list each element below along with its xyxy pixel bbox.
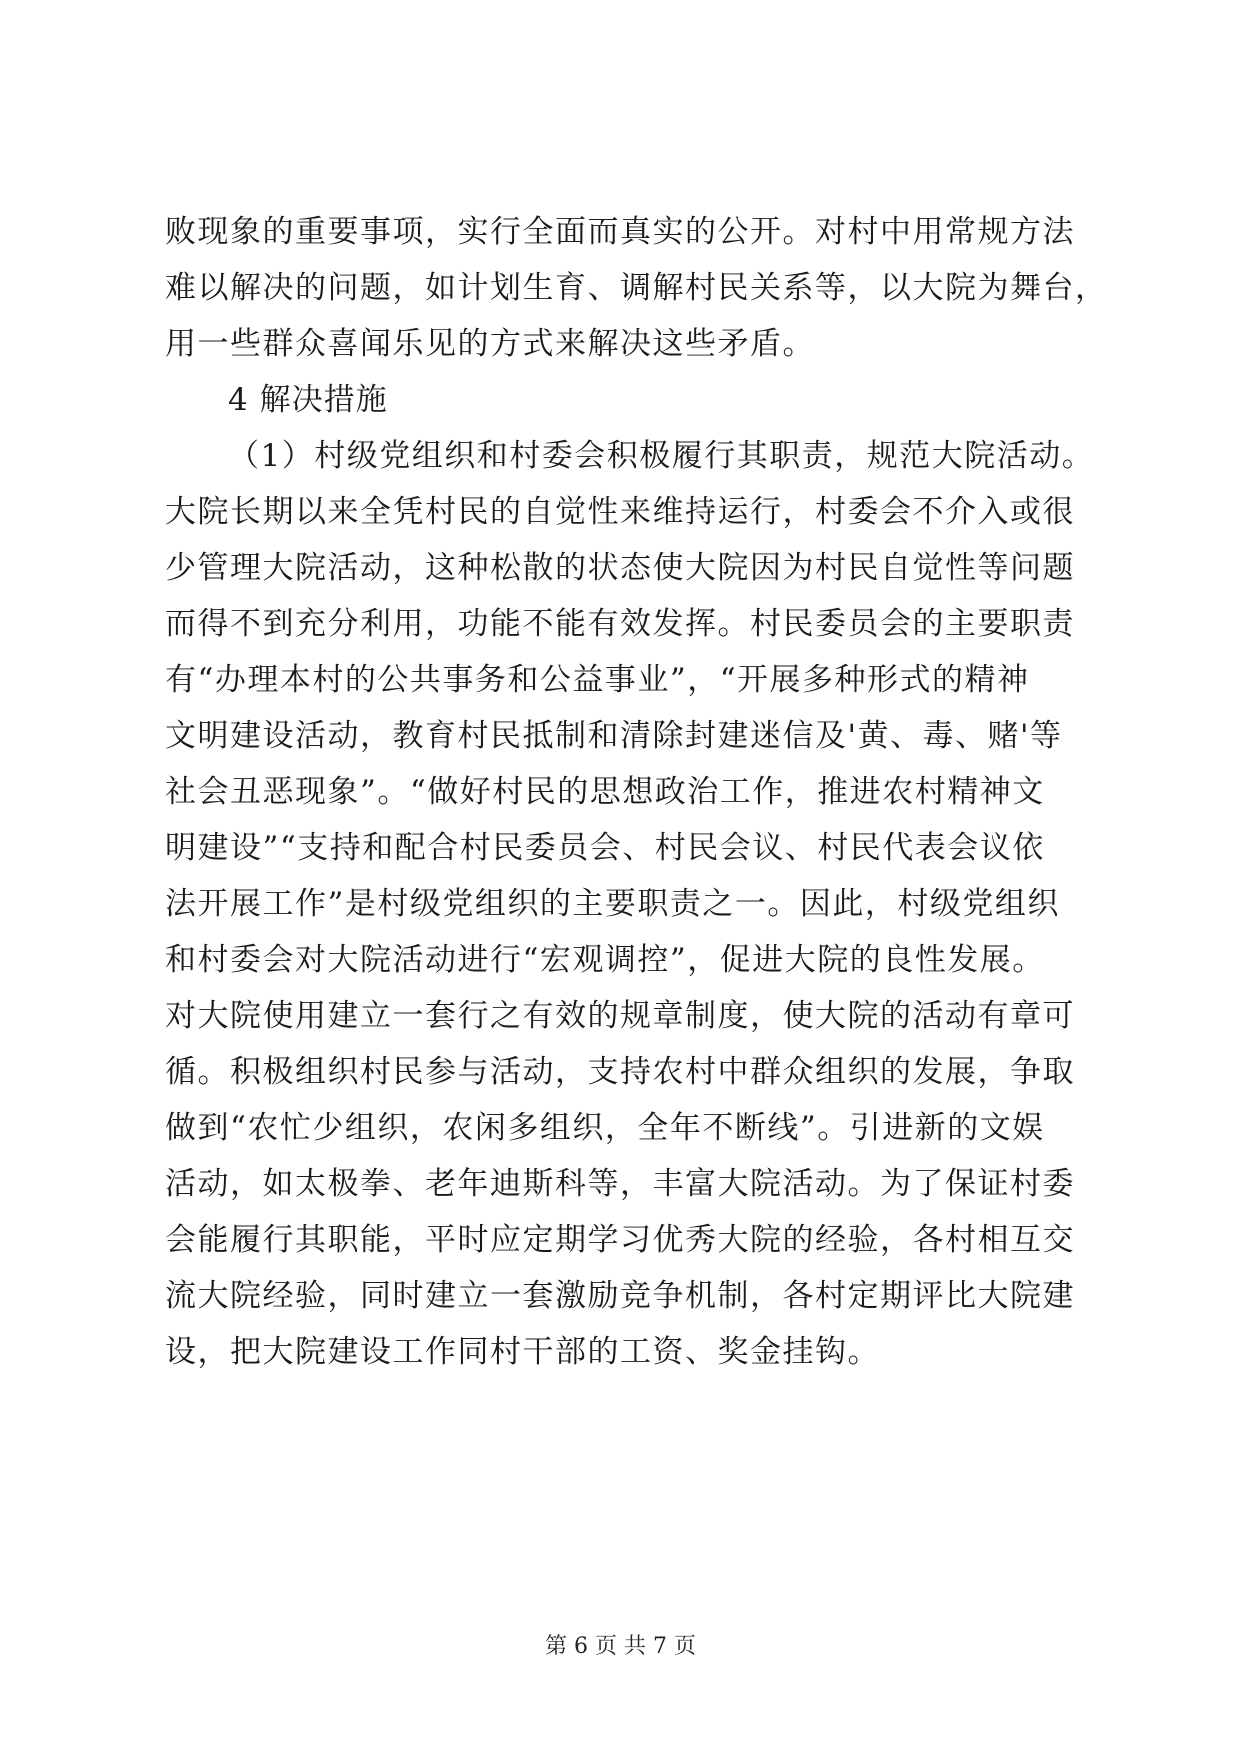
paragraph-line: 设，把大院建设工作同村干部的工资、奖金挂钩。 — [165, 1334, 880, 1370]
paragraph-line: 难以解决的问题，如计划生育、调解村民关系等，以大院为舞台， — [165, 270, 1108, 306]
paragraph-line: 循。积极组织村民参与活动，支持农村中群众组织的发展，争取 — [165, 1054, 1075, 1090]
paragraph-line: 会能履行其职能，平时应定期学习优秀大院的经验，各村相互交 — [165, 1222, 1075, 1258]
paragraph-line: （1）村级党组织和村委会积极履行其职责，规范大院活动。 — [228, 438, 1095, 474]
paragraph-line: 流大院经验，同时建立一套激励竞争机制，各村定期评比大院建 — [165, 1278, 1075, 1314]
paragraph-line: 法开展工作”是村级党组织的主要职责之一。因此，村级党组织 — [165, 886, 1060, 922]
paragraph-line: 而得不到充分利用，功能不能有效发挥。村民委员会的主要职责 — [165, 606, 1075, 642]
paragraph-line: 和村委会对大院活动进行“宏观调控”，促进大院的良性发展。 — [165, 942, 1045, 978]
paragraph-line: 文明建设活动，教育村民抵制和清除封建迷信及'黄、毒、赌'等 — [165, 718, 1063, 754]
paragraph-line: 少管理大院活动，这种松散的状态使大院因为村民自觉性等问题 — [165, 550, 1075, 586]
paragraph-line: 对大院使用建立一套行之有效的规章制度，使大院的活动有章可 — [165, 998, 1075, 1034]
paragraph-line: 做到“农忙少组织，农闲多组织，全年不断线”。引进新的文娱 — [165, 1110, 1045, 1146]
paragraph-line: 败现象的重要事项，实行全面而真实的公开。对村中用常规方法 — [165, 214, 1075, 250]
paragraph-line: 有“办理本村的公共事务和公益事业”，“开展多种形式的精神 — [165, 662, 1030, 698]
paragraph-line: 社会丑恶现象”。“做好村民的思想政治工作，推进农村精神文 — [165, 774, 1045, 810]
paragraph-line: 大院长期以来全凭村民的自觉性来维持运行，村委会不介入或很 — [165, 494, 1075, 530]
paragraph-line: 用一些群众喜闻乐见的方式来解决这些矛盾。 — [165, 326, 815, 362]
page-number-footer: 第 6 页 共 7 页 — [545, 1634, 696, 1659]
paragraph-line: 明建设”“支持和配合村民委员会、村民会议、村民代表会议依 — [165, 830, 1045, 866]
paragraph-line: 活动，如太极拳、老年迪斯科等，丰富大院活动。为了保证村委 — [165, 1166, 1075, 1202]
section-heading: 4 解决措施 — [228, 382, 388, 418]
